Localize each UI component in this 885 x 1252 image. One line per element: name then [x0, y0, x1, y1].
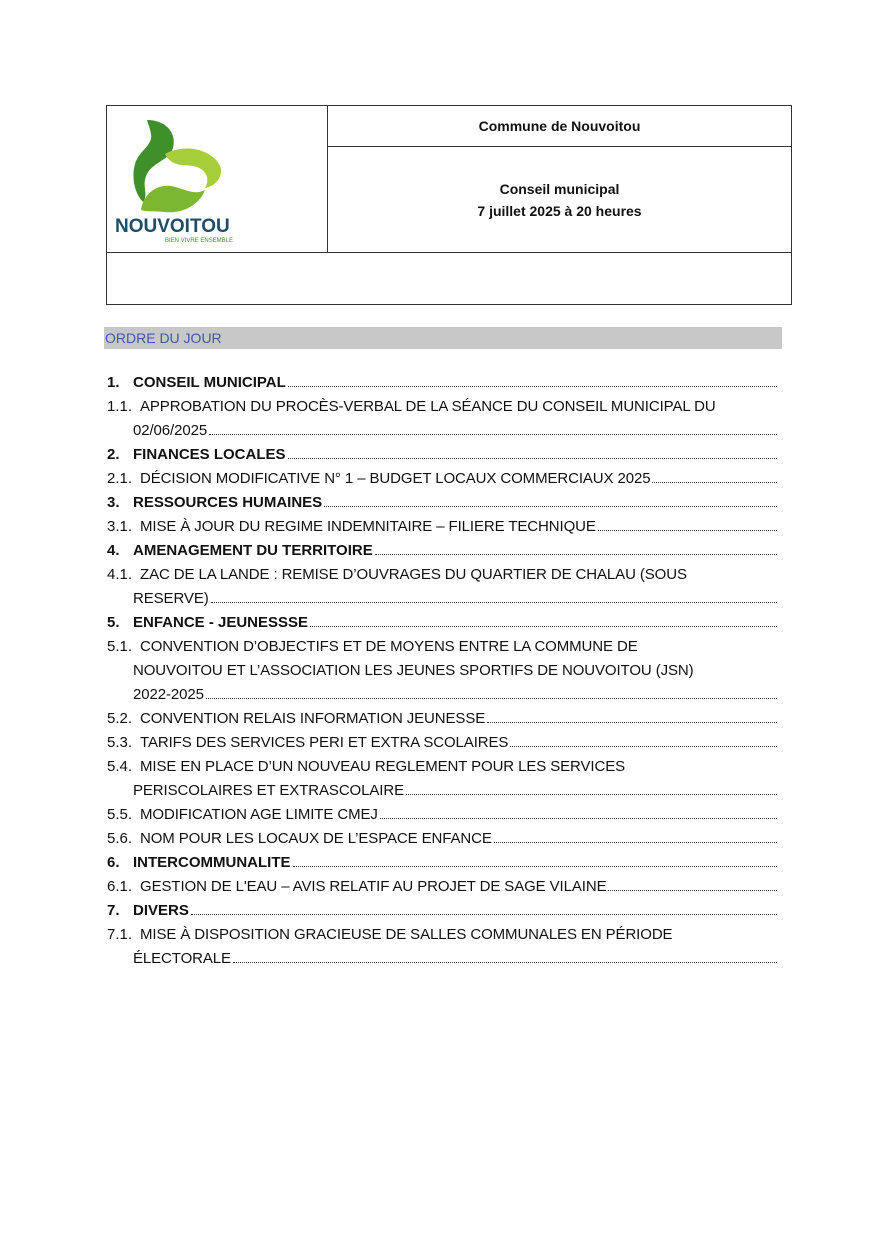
logo-wordmark: NOUVOITOU: [115, 216, 230, 237]
section-title: DIVERS: [133, 902, 189, 919]
section-number: 6.: [107, 854, 120, 871]
item-number: 1.1.: [107, 398, 133, 415]
item-number: 6.1.: [107, 878, 133, 895]
item-number: 3.1.: [107, 518, 133, 535]
section-number: 4.: [107, 542, 120, 559]
header-table: [106, 105, 792, 305]
dot-leader: [494, 841, 777, 843]
item-number: 5.5.: [107, 806, 133, 823]
item-number: 5.3.: [107, 734, 133, 751]
section-title: ENFANCE - JEUNESSSE: [133, 614, 309, 631]
item-title: MISE À DISPOSITION GRACIEUSE DE SALLES COMMUNALES EN PÉRIODE: [140, 926, 673, 943]
agenda-item: [107, 467, 777, 491]
agenda-item: [107, 875, 777, 899]
logo-cell: [107, 106, 328, 252]
agenda-list: [107, 371, 777, 971]
section-number: 3.: [107, 494, 120, 511]
item-title: TARIFS DES SERVICES PERI ET EXTRA SCOLAIRES: [140, 734, 509, 751]
agenda-section: [107, 539, 777, 563]
section-title: AMENAGEMENT DU TERRITOIRE: [133, 542, 373, 559]
item-title: ZAC DE LA LANDE : REMISE D’OUVRAGES DU QUARTIER DE CHALAU (SOUS: [140, 566, 687, 583]
agenda-heading: ORDRE DU JOUR: [104, 327, 782, 349]
item-title: MODIFICATION AGE LIMITE CMEJ: [140, 806, 378, 823]
agenda-item: [107, 731, 777, 755]
item-title-continued: PERISCOLAIRES ET EXTRASCOLAIRE: [133, 782, 404, 799]
section-number: 1.: [107, 374, 120, 391]
item-title: GESTION DE L'EAU – AVIS RELATIF AU PROJET DE SAGE VILAINE: [140, 878, 607, 895]
meeting-title: Conseil municipal: [499, 180, 620, 197]
item-title-continued: NOUVOITOU ET L’ASSOCIATION LES JEUNES SPORTIFS DE NOUVOITOU (JSN): [133, 662, 694, 679]
agenda-section: [107, 899, 777, 923]
section-number: 5.: [107, 614, 120, 631]
agenda-section: [107, 443, 777, 467]
commune-name: Commune de Nouvoitou: [328, 106, 791, 147]
dot-leader: [510, 745, 777, 747]
item-number: 5.4.: [107, 758, 133, 775]
agenda-item: [107, 515, 777, 539]
section-title: RESSOURCES HUMAINES: [133, 494, 323, 511]
section-title: INTERCOMMUNALITE: [133, 854, 291, 871]
agenda-section: [107, 371, 777, 395]
item-title: MISE EN PLACE D’UN NOUVEAU REGLEMENT POUR LES SERVICES: [140, 758, 626, 775]
dot-leader: [487, 721, 777, 723]
agenda-item: [107, 707, 777, 731]
dot-leader: [652, 481, 777, 483]
item-number: 7.1.: [107, 926, 133, 943]
agenda-item: [107, 395, 777, 443]
item-number: 5.2.: [107, 710, 133, 727]
item-number: 4.1.: [107, 566, 133, 583]
logo-tagline: BIEN VIVRE ENSEMBLE: [165, 238, 234, 244]
dot-leader: [233, 961, 777, 963]
item-number: 2.1.: [107, 470, 133, 487]
dot-leader: [598, 529, 777, 531]
dot-leader: [209, 433, 777, 435]
section-title: FINANCES LOCALES: [133, 446, 286, 463]
item-number: 5.6.: [107, 830, 133, 847]
agenda-section: [107, 851, 777, 875]
item-number: 5.1.: [107, 638, 133, 655]
agenda-section: [107, 611, 777, 635]
dot-leader: [288, 385, 777, 387]
agenda-item: [107, 563, 777, 611]
item-title: CONVENTION RELAIS INFORMATION JEUNESSE: [140, 710, 486, 727]
dot-leader: [211, 601, 777, 603]
item-title-continued: 02/06/2025: [133, 422, 208, 439]
agenda-item: [107, 827, 777, 851]
header-empty-row: [107, 252, 791, 304]
dot-leader: [375, 553, 777, 555]
agenda-item: [107, 803, 777, 827]
dot-leader: [288, 457, 777, 459]
agenda-item: [107, 923, 777, 971]
dot-leader: [191, 913, 777, 915]
dot-leader: [310, 625, 777, 627]
agenda-section: [107, 491, 777, 515]
dot-leader: [324, 505, 777, 507]
item-title-continued: ÉLECTORALE: [133, 950, 231, 967]
item-title: MISE À JOUR DU REGIME INDEMNITAIRE – FILIERE TECHNIQUE: [140, 518, 596, 535]
section-number: 2.: [107, 446, 120, 463]
item-title: CONVENTION D’OBJECTIFS ET DE MOYENS ENTRE LA COMMUNE DE: [140, 638, 638, 655]
section-number: 7.: [107, 902, 120, 919]
item-title-continued: RESERVE): [133, 590, 209, 607]
dot-leader: [380, 817, 777, 819]
item-title: APPROBATION DU PROCÈS-VERBAL DE LA SÉANCE DU CONSEIL MUNICIPAL DU: [140, 398, 716, 415]
dot-leader: [206, 697, 777, 699]
dot-leader: [406, 793, 777, 795]
item-title-continued: 2022-2025: [133, 686, 204, 703]
agenda-item: [107, 635, 777, 707]
item-title: NOM POUR LES LOCAUX DE L’ESPACE ENFANCE: [140, 830, 492, 847]
item-title: DÉCISION MODIFICATIVE N° 1 – BUDGET LOCAUX COMMERCIAUX 2025: [140, 470, 651, 487]
section-title: CONSEIL MUNICIPAL: [133, 374, 286, 391]
dot-leader: [293, 865, 778, 867]
nouvoitou-logo: [113, 114, 253, 244]
agenda-item: [107, 755, 777, 803]
dot-leader: [608, 889, 777, 891]
meeting-info: [328, 147, 791, 252]
meeting-date: 7 juillet 2025 à 20 heures: [477, 202, 642, 219]
